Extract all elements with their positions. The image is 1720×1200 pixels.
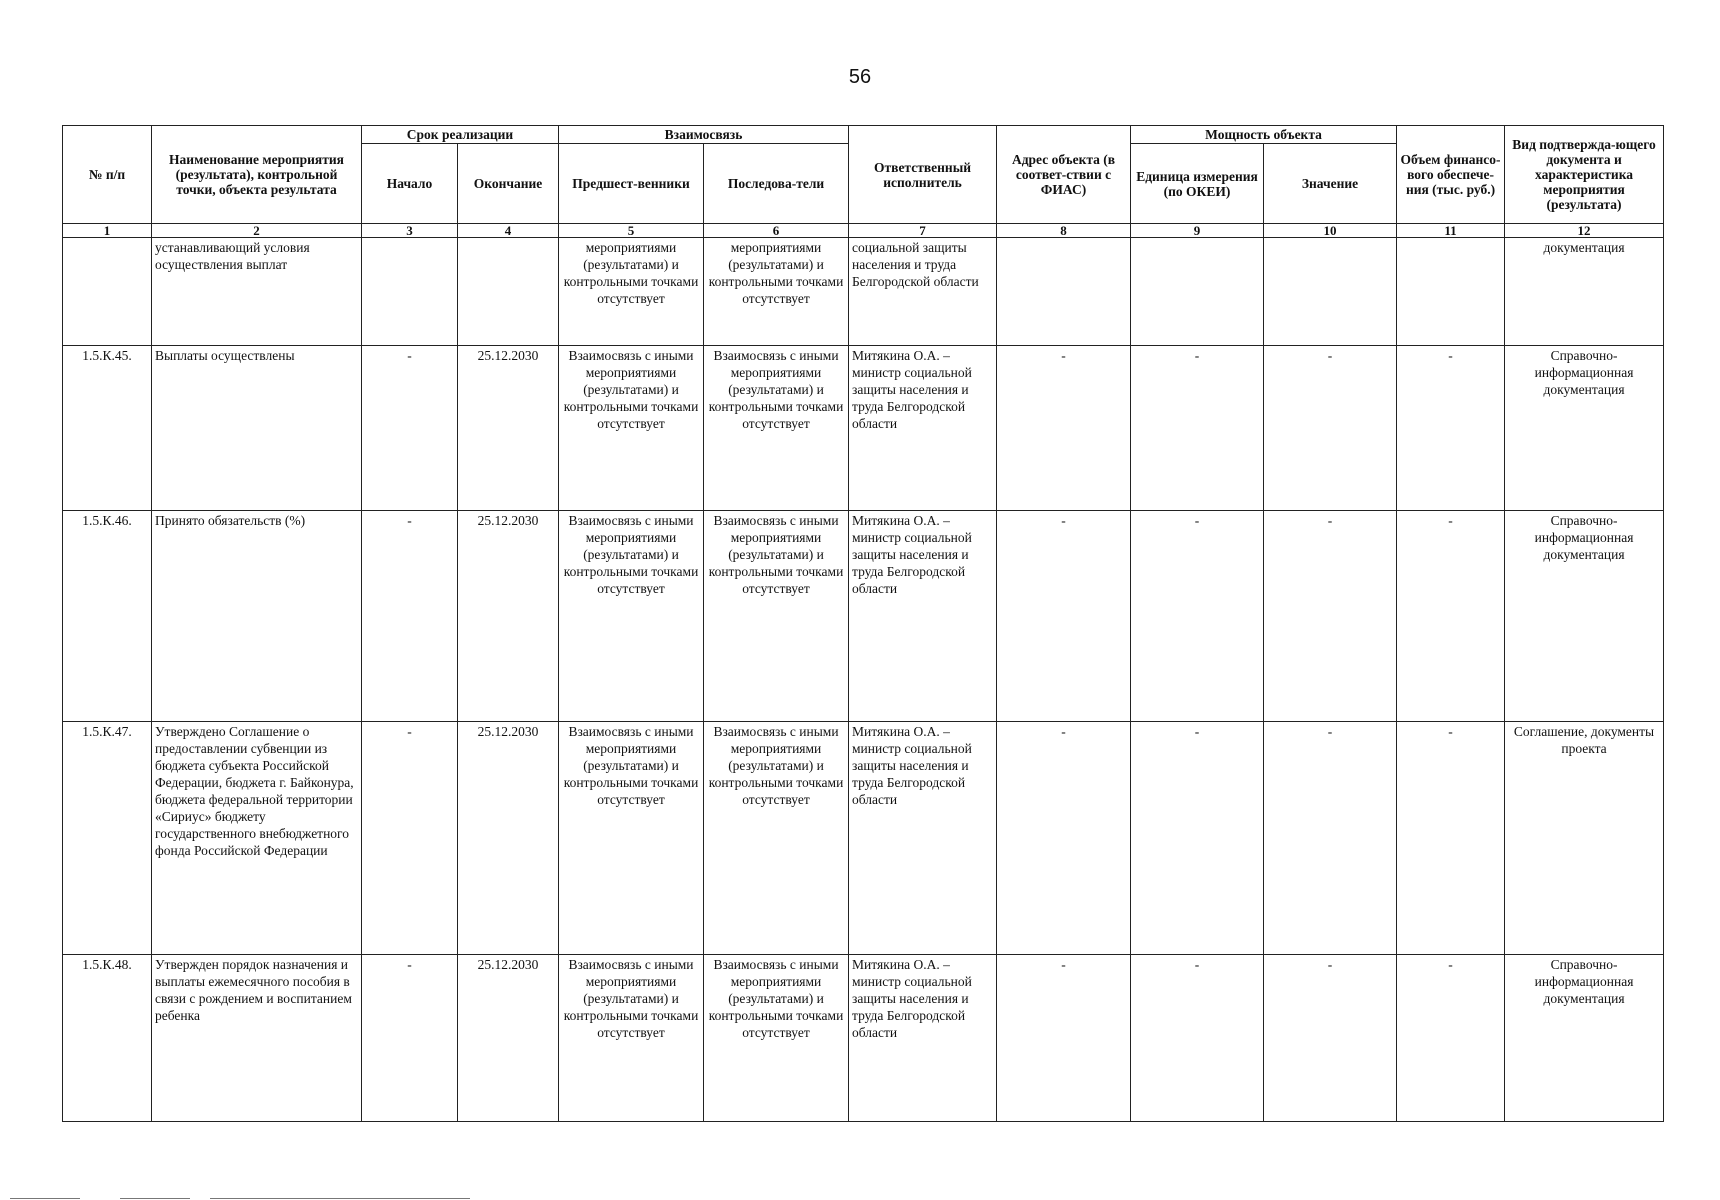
- header-predecessors: Предшест-венники: [559, 144, 704, 224]
- row-value: -: [1264, 722, 1397, 955]
- header-name: Наименование мероприятия (результата), контрольной точки, объекта результата: [152, 126, 362, 224]
- column-number-row: [63, 224, 1664, 238]
- row-address: -: [997, 955, 1131, 1122]
- table-row: [63, 955, 1664, 1122]
- header-power-group: Мощность объекта: [1131, 126, 1397, 144]
- row-name: Принято обязательств (%): [152, 511, 362, 722]
- row-unit: -: [1131, 722, 1264, 955]
- row-predecessors: Взаимосвязь с иными мероприятиями (результатами) и контрольными точками отсутствует: [559, 511, 704, 722]
- table-row: [63, 511, 1664, 722]
- row-successors: Взаимосвязь с иными мероприятиями (результатами) и контрольными точками отсутствует: [704, 511, 849, 722]
- row-name: Утвержден порядок назначения и выплаты ежемесячного пособия в связи с рождением и воспитанием ребенка: [152, 955, 362, 1122]
- column-number: 8: [997, 224, 1131, 238]
- header-value: Значение: [1264, 144, 1397, 224]
- header-unit: Единица измерения (по ОКЕИ): [1131, 144, 1264, 224]
- header-successors: Последова-тели: [704, 144, 849, 224]
- row-document: Справочно-информационная документация: [1505, 346, 1664, 511]
- row-start: [362, 238, 458, 346]
- row-value: -: [1264, 955, 1397, 1122]
- row-address: -: [997, 722, 1131, 955]
- row-responsible: Митякина О.А. – министр социальной защиты населения и труда Белгородской области: [849, 722, 997, 955]
- table-header: [63, 126, 1664, 238]
- header-document: Вид подтвержда-ющего документа и характеристика мероприятия (результата): [1505, 126, 1664, 224]
- row-address: [997, 238, 1131, 346]
- row-responsible: Митякина О.А. – министр социальной защиты населения и труда Белгородской области: [849, 511, 997, 722]
- header-link-group: Взаимосвязь: [559, 126, 849, 144]
- row-financing: -: [1397, 511, 1505, 722]
- column-number: 1: [63, 224, 152, 238]
- header-end: Окончание: [458, 144, 559, 224]
- header-address: Адрес объекта (в соответ-ствии с ФИАС): [997, 126, 1131, 224]
- row-unit: [1131, 238, 1264, 346]
- row-end: 25.12.2030: [458, 722, 559, 955]
- row-successors: Взаимосвязь с иными мероприятиями (результатами) и контрольными точками отсутствует: [704, 722, 849, 955]
- column-number: 6: [704, 224, 849, 238]
- header-responsible: Ответственный исполнитель: [849, 126, 997, 224]
- column-number: 7: [849, 224, 997, 238]
- row-name: Выплаты осуществлены: [152, 346, 362, 511]
- table-row: [63, 346, 1664, 511]
- column-number: 9: [1131, 224, 1264, 238]
- header-term-group: Срок реализации: [362, 126, 559, 144]
- column-number: 2: [152, 224, 362, 238]
- row-document: Справочно-информационная документация: [1505, 955, 1664, 1122]
- row-end: [458, 238, 559, 346]
- header-financing: Объем финансо-вого обеспече-ния (тыс. руб.): [1397, 126, 1505, 224]
- row-financing: [1397, 238, 1505, 346]
- row-successors: Взаимосвязь с иными мероприятиями (результатами) и контрольными точками отсутствует: [704, 955, 849, 1122]
- row-successors: мероприятиями (результатами) и контрольными точками отсутствует: [704, 238, 849, 346]
- row-unit: -: [1131, 511, 1264, 722]
- row-start: -: [362, 511, 458, 722]
- row-responsible: социальной защиты населения и труда Белгородской области: [849, 238, 997, 346]
- row-financing: -: [1397, 346, 1505, 511]
- row-start: -: [362, 955, 458, 1122]
- row-financing: -: [1397, 955, 1505, 1122]
- row-end: 25.12.2030: [458, 346, 559, 511]
- column-number: 4: [458, 224, 559, 238]
- row-predecessors: мероприятиями (результатами) и контрольными точками отсутствует: [559, 238, 704, 346]
- row-document: документация: [1505, 238, 1664, 346]
- activities-table: [62, 125, 1664, 1122]
- row-address: -: [997, 511, 1131, 722]
- row-predecessors: Взаимосвязь с иными мероприятиями (результатами) и контрольными точками отсутствует: [559, 955, 704, 1122]
- row-value: -: [1264, 511, 1397, 722]
- row-address: -: [997, 346, 1131, 511]
- row-start: -: [362, 346, 458, 511]
- column-number: 11: [1397, 224, 1505, 238]
- page-number: 56: [848, 66, 872, 88]
- row-value: [1264, 238, 1397, 346]
- row-successors: Взаимосвязь с иными мероприятиями (результатами) и контрольными точками отсутствует: [704, 346, 849, 511]
- row-num: 1.5.К.45.: [63, 346, 152, 511]
- row-num: 1.5.К.47.: [63, 722, 152, 955]
- table-body: [63, 238, 1664, 1122]
- header-start: Начало: [362, 144, 458, 224]
- row-num: 1.5.К.46.: [63, 511, 152, 722]
- row-document: Соглашение, документы проекта: [1505, 722, 1664, 955]
- column-number: 12: [1505, 224, 1664, 238]
- row-responsible: Митякина О.А. – министр социальной защиты населения и труда Белгородской области: [849, 346, 997, 511]
- row-end: 25.12.2030: [458, 511, 559, 722]
- row-name: Утверждено Соглашение о предоставлении субвенции из бюджета субъекта Российской Федерации, бюджета г. Байконура, бюджета федеральной территории «Сириус» бюджету государственного внебюджетного фонда Российской Федерации: [152, 722, 362, 955]
- row-responsible: Митякина О.А. – министр социальной защиты населения и труда Белгородской области: [849, 955, 997, 1122]
- row-unit: -: [1131, 955, 1264, 1122]
- scan-artifact-line: [210, 1198, 470, 1199]
- row-unit: -: [1131, 346, 1264, 511]
- row-value: -: [1264, 346, 1397, 511]
- table-row: [63, 722, 1664, 955]
- row-predecessors: Взаимосвязь с иными мероприятиями (результатами) и контрольными точками отсутствует: [559, 722, 704, 955]
- row-financing: -: [1397, 722, 1505, 955]
- row-document: Справочно-информационная документация: [1505, 511, 1664, 722]
- column-number: 3: [362, 224, 458, 238]
- row-name: устанавливающий условия осуществления выплат: [152, 238, 362, 346]
- scan-artifact-line: [10, 1198, 80, 1199]
- row-start: -: [362, 722, 458, 955]
- scan-artifact-line: [120, 1198, 190, 1199]
- column-number: 10: [1264, 224, 1397, 238]
- header-num: № п/п: [63, 126, 152, 224]
- table-row: [63, 238, 1664, 346]
- row-num: 1.5.К.48.: [63, 955, 152, 1122]
- row-predecessors: Взаимосвязь с иными мероприятиями (результатами) и контрольными точками отсутствует: [559, 346, 704, 511]
- row-end: 25.12.2030: [458, 955, 559, 1122]
- row-num: [63, 238, 152, 346]
- column-number: 5: [559, 224, 704, 238]
